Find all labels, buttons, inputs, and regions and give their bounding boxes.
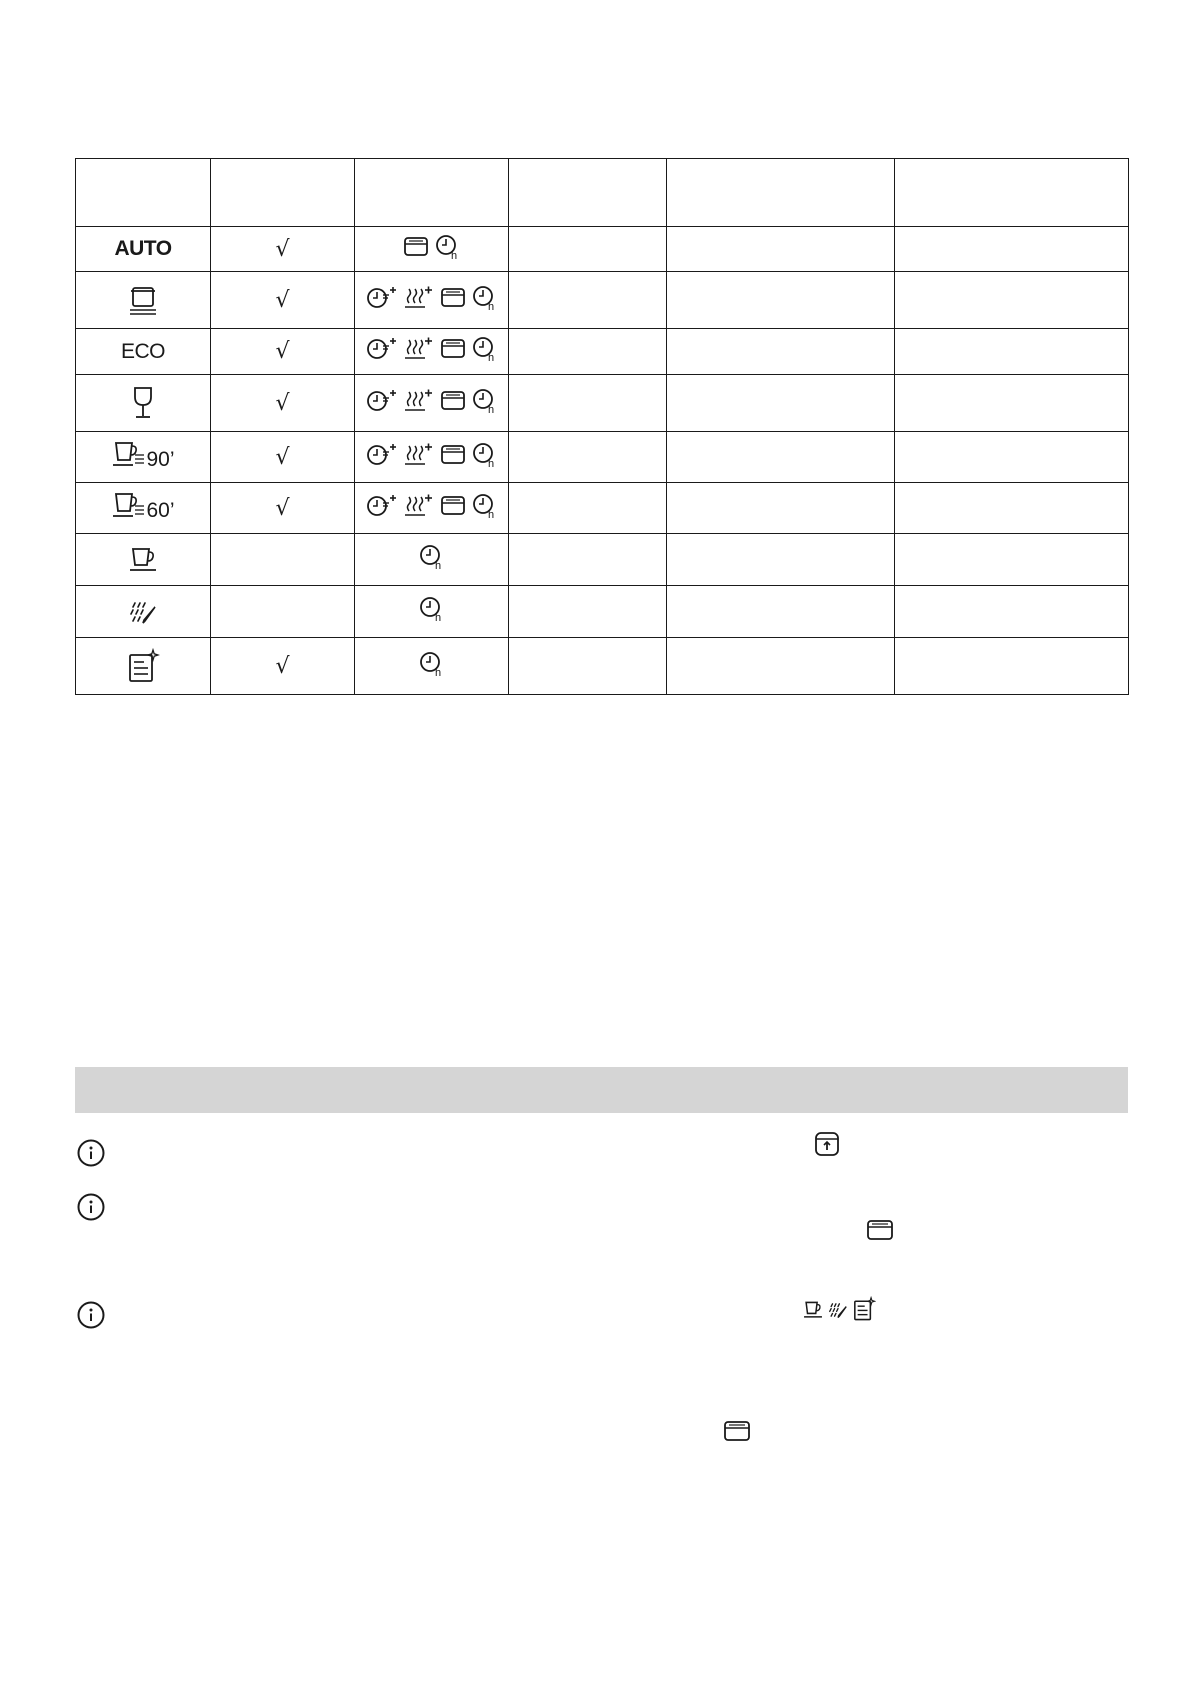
delay-start-timer-icon (472, 493, 498, 519)
xtradry-basket-icon (440, 337, 466, 361)
check-mark: √ (275, 339, 290, 364)
table-header-row (76, 159, 1129, 227)
program-cell (76, 432, 211, 483)
program-cell (76, 272, 211, 329)
delay-start-timer-icon (419, 596, 445, 622)
header-cell (355, 159, 509, 227)
empty-cell (667, 227, 895, 272)
options-cell (355, 483, 509, 534)
quick-program-icon (111, 491, 145, 521)
quick-cup-program-icon (127, 545, 159, 575)
empty-cell (895, 586, 1129, 638)
table-row (76, 329, 1129, 375)
svg-text:h: h (434, 666, 441, 677)
options-cell (355, 375, 509, 432)
empty-cell (667, 586, 895, 638)
machine-care-program-icon (852, 1296, 876, 1322)
delay-start-timer-icon (472, 285, 498, 311)
program-cell (76, 483, 211, 534)
check-mark: √ (275, 390, 290, 416)
empty-cell (895, 272, 1129, 329)
xtradry-basket-icon (440, 286, 466, 310)
table-row (76, 375, 1129, 432)
program-cell (76, 329, 211, 375)
svg-text:h: h (487, 352, 494, 362)
info-icon (76, 1138, 106, 1168)
extrahygiene-icon (404, 336, 434, 362)
check-mark: √ (275, 444, 290, 470)
table-row (76, 432, 1129, 483)
check-cell (211, 329, 355, 375)
empty-cell (895, 483, 1129, 534)
empty-cell (667, 534, 895, 586)
empty-cell (895, 375, 1129, 432)
check-mark: √ (275, 653, 290, 679)
extrahygiene-icon (404, 442, 434, 468)
check-cell (211, 638, 355, 695)
quick-program-icon (111, 440, 145, 470)
rinse-hold-program-icon (127, 597, 159, 627)
eco-program-label: ECO (120, 339, 165, 363)
table-row (76, 272, 1129, 329)
empty-cell (509, 227, 667, 272)
extrahygiene-icon (404, 388, 434, 414)
section-heading-bar (75, 1067, 1128, 1113)
empty-cell (667, 375, 895, 432)
empty-cell (509, 534, 667, 586)
empty-cell (895, 638, 1129, 695)
svg-text:h: h (487, 300, 494, 311)
timesaver-icon (366, 442, 398, 468)
timesaver-icon (366, 388, 398, 414)
machine-care-program-icon (126, 648, 160, 684)
delay-start-timer-icon (435, 234, 461, 260)
programme-options-table (75, 158, 1129, 695)
empty-cell (509, 329, 667, 375)
auto-program-label: AUTO (114, 237, 172, 260)
info-icon (76, 1192, 106, 1222)
svg-text:h: h (487, 403, 494, 414)
extrahygiene-icon (404, 493, 434, 519)
xtradry-basket-icon (440, 443, 466, 467)
quick-cup-program-icon (802, 1298, 824, 1322)
check-cell (211, 586, 355, 638)
check-cell (211, 272, 355, 329)
header-cell (895, 159, 1129, 227)
check-cell (211, 534, 355, 586)
options-cell (355, 329, 509, 375)
delay-start-timer-icon (419, 651, 445, 677)
rinse-hold-program-icon (827, 1298, 849, 1322)
empty-cell (667, 272, 895, 329)
empty-cell (895, 227, 1129, 272)
header-cell (667, 159, 895, 227)
program-cell (76, 534, 211, 586)
header-cell (509, 159, 667, 227)
table-row (76, 586, 1129, 638)
empty-cell (667, 329, 895, 375)
timesaver-icon (366, 493, 398, 519)
delay-start-timer-icon (472, 442, 498, 468)
table-row (76, 227, 1129, 272)
xtradry-basket-icon (866, 1218, 894, 1242)
options-cell (355, 638, 509, 695)
empty-cell (667, 483, 895, 534)
options-cell (355, 272, 509, 329)
xtradry-basket-icon (440, 494, 466, 518)
empty-cell (509, 432, 667, 483)
svg-text:h: h (450, 250, 457, 260)
empty-cell (895, 534, 1129, 586)
options-cell (355, 432, 509, 483)
header-cell (76, 159, 211, 227)
empty-cell (509, 375, 667, 432)
svg-text:h: h (487, 457, 494, 468)
empty-cell (509, 638, 667, 695)
program-cell (76, 227, 211, 272)
check-cell (211, 227, 355, 272)
options-cell (355, 586, 509, 638)
svg-text:h: h (434, 612, 441, 622)
check-mark: √ (275, 236, 290, 262)
xtradry-basket-icon (403, 235, 429, 259)
empty-cell (509, 586, 667, 638)
program-cell (76, 586, 211, 638)
check-cell (211, 483, 355, 534)
program-duration-label: 90’ (146, 447, 175, 471)
table-row (76, 534, 1129, 586)
program-cell (76, 375, 211, 432)
options-cell (355, 534, 509, 586)
pots-program-icon (127, 283, 159, 317)
glass-program-icon (131, 385, 155, 421)
timesaver-icon (366, 285, 398, 311)
xtradry-basket-icon (723, 1419, 751, 1443)
program-cell (76, 638, 211, 695)
check-cell (211, 375, 355, 432)
table-row (76, 483, 1129, 534)
info-icon (76, 1300, 106, 1330)
check-mark: √ (275, 287, 290, 313)
door-lock-icon (814, 1131, 840, 1157)
empty-cell (895, 329, 1129, 375)
check-cell (211, 432, 355, 483)
delay-start-timer-icon (419, 544, 445, 570)
program-duration-label: 60’ (146, 498, 175, 522)
svg-text:h: h (487, 508, 494, 519)
table-row (76, 638, 1129, 695)
header-cell (211, 159, 355, 227)
xtradry-basket-icon (440, 389, 466, 413)
empty-cell (509, 483, 667, 534)
empty-cell (509, 272, 667, 329)
delay-start-timer-icon (472, 336, 498, 362)
options-cell (355, 227, 509, 272)
delay-start-timer-icon (472, 388, 498, 414)
empty-cell (895, 432, 1129, 483)
check-mark: √ (275, 495, 290, 521)
empty-cell (667, 432, 895, 483)
extrahygiene-icon (404, 285, 434, 311)
svg-text:h: h (434, 560, 441, 570)
timesaver-icon (366, 336, 398, 362)
empty-cell (667, 638, 895, 695)
